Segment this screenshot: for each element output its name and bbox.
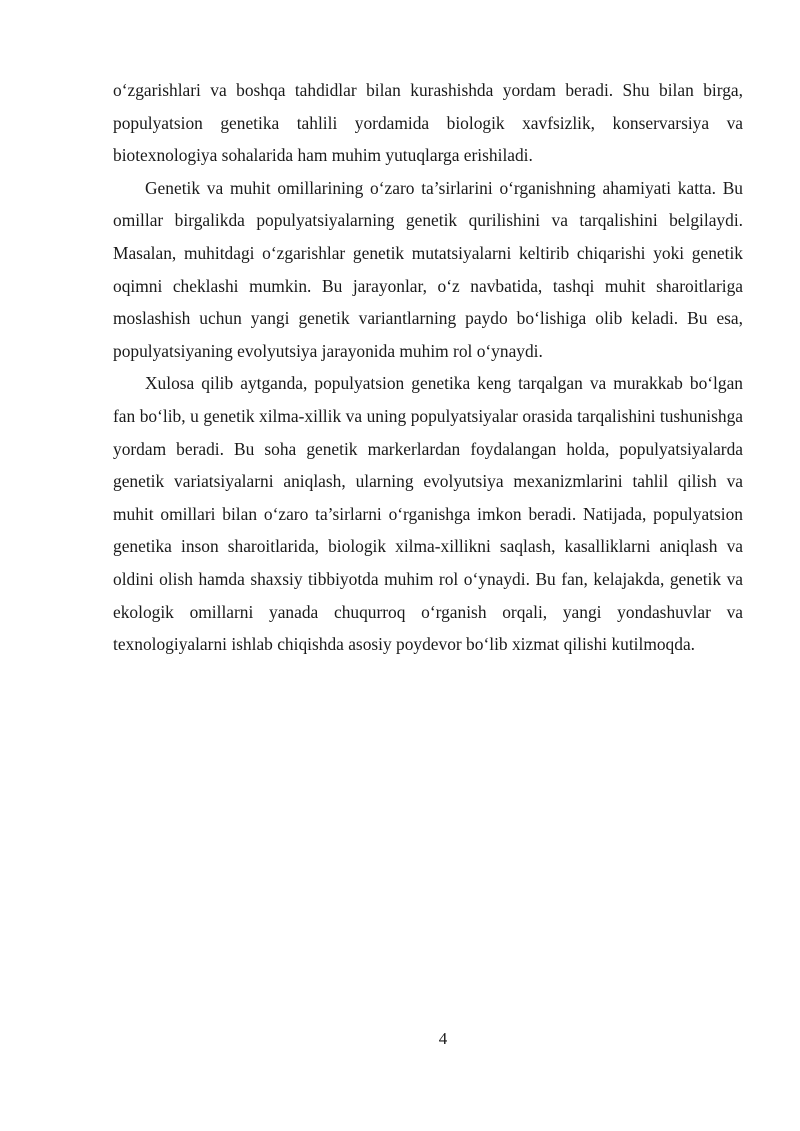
paragraph-genetic-environment: Genetik va muhit omillarining o‘zaro ta’sirlarini o‘rganishning ahamiyati katta. Bu omillar birgalikda populyatsiyalarning genetik qurilishini va tarqalishini belgilaydi. Masalan, muhitdagi o‘zgarishlar genetik mutatsiyalarni keltirib chiqarishi yoki genetik oqimni cheklashi mumkin. Bu jarayonlar, o‘z navbatida, tashqi muhit sharoitlariga moslashish uchun yangi genetik variantlarning paydo bo‘lishiga olib keladi. Bu esa, populyatsiyaning evolyutsiya jarayonida muhim rol o‘ynaydi. [113,177,743,361]
document-body [113,74,743,661]
paragraph-conclusion: Xulosa qilib aytganda, populyatsion genetika keng tarqalgan va murakkab bo‘lgan fan bo‘lib, u genetik xilma-xillik va uning populyatsiyalar orasida tarqalishini tushunishga yordam beradi. Bu soha genetik markerlardan foydalangan holda, populyatsiyalarda genetik variatsiyalarni aniqlash, ularning evolyutsiya mexanizmlarini tahlil qilish va muhit omillari bilan o‘zaro ta’sirlarni o‘rganishga imkon beradi. Natijada, populyatsion genetika inson sharoitlarida, biologik xilma-xillikni saqlash, kasalliklarni aniqlash va oldini olish hamda shaxsiy tibbiyotda muhim rol o‘ynaydi. Bu fan, kelajakda, genetik va ekologik omillarni yanada chuqurroq o‘rganish orqali, yangi yondashuvlar va texnologiyalarni ishlab chiqishda asosiy poydevor bo‘lib xizmat qilishi kutilmoqda. [113,373,743,655]
page-number: 4 [438,1029,448,1048]
paragraph-continuation: o‘zgarishlari va boshqa tahdidlar bilan kurashishda yordam beradi. Shu bilan birga, populyatsion genetika tahlili yordamida biologik xavfsizlik, konservarsiya va biotexnologiya sohalarida ham muhim yutuqlarga erishiladi. [113,80,743,166]
